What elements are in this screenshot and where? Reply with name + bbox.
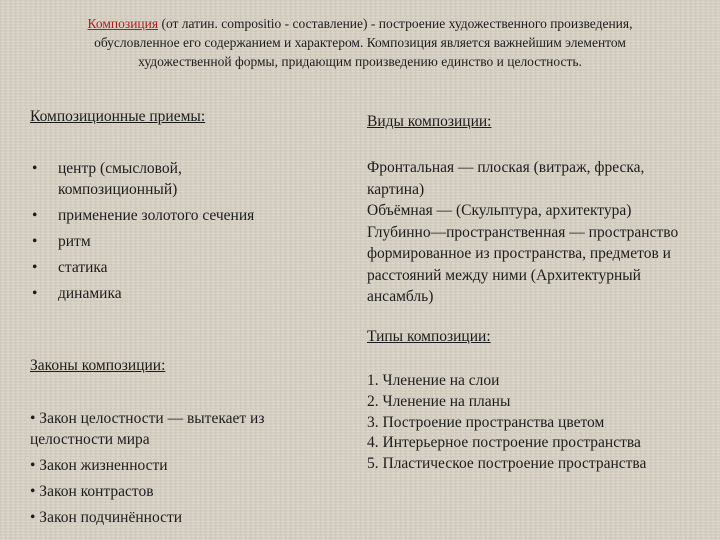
techniques-title: Композиционные приемы: xyxy=(30,108,206,125)
definition-term: Композиция xyxy=(87,16,159,31)
list-item: 5. Пластическое построение пространства xyxy=(367,455,647,473)
techniques-list xyxy=(30,158,270,309)
kinds-title: Виды композиции: xyxy=(367,113,492,130)
kinds-line: Глубинно—пространственная — пространство формированное из пространства, предметов и расстояний между ними (Архитектурный ансамбль) xyxy=(367,223,679,305)
types-list xyxy=(367,371,707,475)
bullet-icon: • xyxy=(32,285,38,302)
list-item: • Закон целостности — вытекает из целостности мира xyxy=(30,410,265,448)
definition-text: (от латин. compositio - составление) - построение художественного произведения, обусловленное его содержанием и характером. Композиция является важнейшим элементом художественной формы, придающим произведению единство и целостность. xyxy=(94,16,633,69)
list-item xyxy=(30,283,270,304)
list-item: 3. Построение пространства цветом xyxy=(367,413,605,431)
bullet-icon: • xyxy=(32,207,38,224)
laws-list xyxy=(30,408,300,533)
kinds-text xyxy=(367,157,702,308)
list-item: • Закон жизненности xyxy=(30,457,168,474)
types-title: Типы композиции: xyxy=(367,328,491,345)
list-item: 4. Интерьерное построение пространства xyxy=(367,434,641,452)
list-item xyxy=(30,158,270,200)
list-item: • Закон контрастов xyxy=(30,483,154,500)
list-item xyxy=(30,205,270,226)
definition-paragraph xyxy=(60,14,660,71)
laws-title: Законы композиции: xyxy=(30,357,166,374)
list-item: • Закон подчинённости xyxy=(30,509,183,526)
kinds-line: Фронтальная — плоская (витраж, фреска, картина) xyxy=(367,159,645,198)
list-item xyxy=(30,257,270,278)
list-item-text: применение золотого сечения xyxy=(58,207,255,224)
bullet-icon: • xyxy=(32,233,38,250)
list-item: 2. Членение на планы xyxy=(367,392,511,410)
list-item-text: статика xyxy=(58,259,108,276)
list-item-text: центр (смысловой, композиционный) xyxy=(58,160,182,198)
list-item: 1. Членение на слои xyxy=(367,372,500,389)
list-item-text: ритм xyxy=(58,233,91,250)
list-item-text: динамика xyxy=(58,285,122,302)
list-item xyxy=(30,231,270,252)
bullet-icon: • xyxy=(32,160,38,177)
bullet-icon: • xyxy=(32,259,38,276)
kinds-line: Объёмная — (Скульптура, архитектура) xyxy=(367,202,632,219)
